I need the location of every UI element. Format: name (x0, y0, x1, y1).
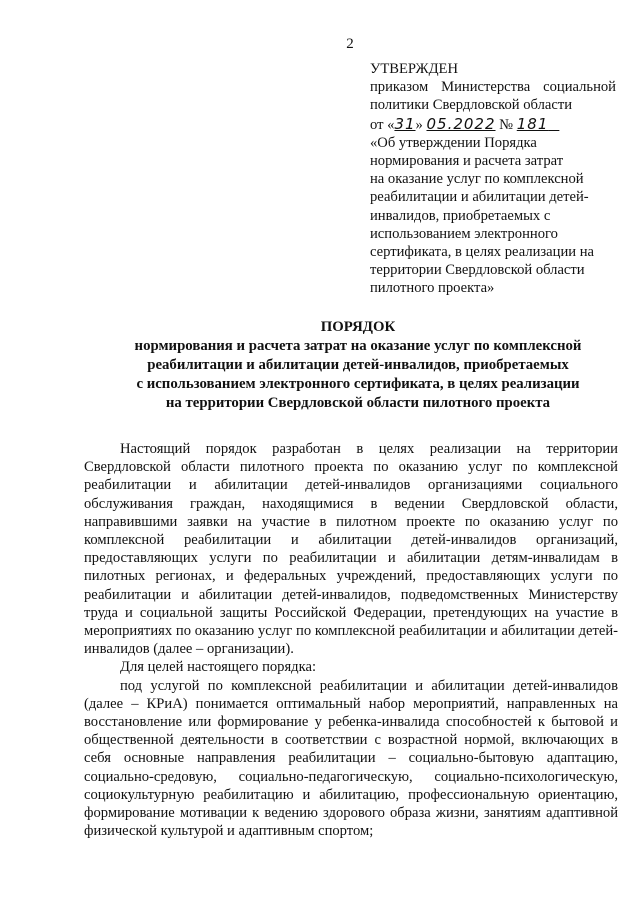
title-line: нормирования и расчета затрат на оказание услуг по комплексной (134, 338, 582, 354)
date-mid: » (415, 116, 423, 133)
approval-subject-line: использованием электронного (370, 225, 558, 242)
date-month-year: 05.2022 (426, 114, 496, 133)
title-line: реабилитации и абилитации детей-инвалидов, приобретаемых (147, 357, 569, 373)
title-heading: ПОРЯДОК (320, 319, 396, 335)
title-line: с использованием электронного сертификата, в целях реализации (136, 376, 580, 392)
approval-line: политики Свердловской области (370, 97, 573, 114)
approval-block (370, 60, 616, 298)
approval-date-line (370, 115, 616, 134)
number-sign: № (499, 116, 514, 133)
approval-subject-line: на оказание услуг по комплексной (370, 171, 584, 188)
body-paragraph: Настоящий порядок разработан в целях реализации на территории Свердловской области пилотного проекта по оказанию услуг по комплексной реабилитации и абилитации детей-инвалидов организациями социального обслуживания граждан, находящимися в ведении Свердловской области, направившими заявки на участие в пилотном проекте по оказанию услуг по комплексной реабилитации и абилитации детей-инвалидов организаций, предоставляющих услуги по реабилитации и абилитации детям-инвалидам в пилотных регионах, и федеральных учреждений, предоставляющих услуги по реабилитации и абилитации детей-инвалидов, подведомственных Министерству труда и социальной защиты Российской Федерации, претендующих на участие в мероприятиях по оказанию услуг по комплексной реабилитации и абилитации детей-инвалидов (далее – организации). (84, 441, 618, 658)
title-line: на территории Свердловской области пилотного проекта (165, 395, 551, 411)
approval-subject-line: сертификата, в целях реализации на (370, 244, 595, 261)
approval-subject-line: инвалидов, приобретаемых с (370, 207, 551, 224)
body-paragraph: Для целей настоящего порядка: (120, 659, 317, 676)
approval-heading: УТВЕРЖДЕН (370, 61, 458, 77)
date-prefix: от « (370, 116, 395, 133)
order-number: 181 (516, 114, 549, 133)
document-body (84, 440, 618, 840)
approval-subject-line: территории Свердловской области (370, 262, 585, 279)
approval-line: приказом Министерства социальной (370, 79, 616, 96)
date-day: 31 (394, 114, 416, 133)
page-number: 2 (346, 36, 354, 52)
approval-subject-line: реабилитации и абилитации детей- (370, 189, 589, 206)
document-title (88, 318, 628, 413)
body-paragraph: под услугой по комплексной реабилитации и абилитации детей-инвалидов (далее – КРиА) понимается оптимальный набор мероприятий, направленных на восстановление или формирование у ребенка-инвалида способностей к бытовой и общественной деятельности в соответствии с возрастной нормой, включающих в себя основные направления реабилитации – социально-бытовую адаптацию, социально-средовую, социально-педагогическую, социально-психологическую, социокультурную реабилитацию и абилитацию, профессиональную ориентацию, формирование мотивации к ведению здорового образа жизни, занятиям адаптивной физической культурой и адаптивным спортом; (84, 677, 618, 840)
approval-subject-line: нормирования и расчета затрат (370, 153, 564, 170)
approval-subject-line: пилотного проекта» (370, 280, 495, 297)
approval-subject-line: «Об утверждении Порядка (370, 134, 537, 151)
